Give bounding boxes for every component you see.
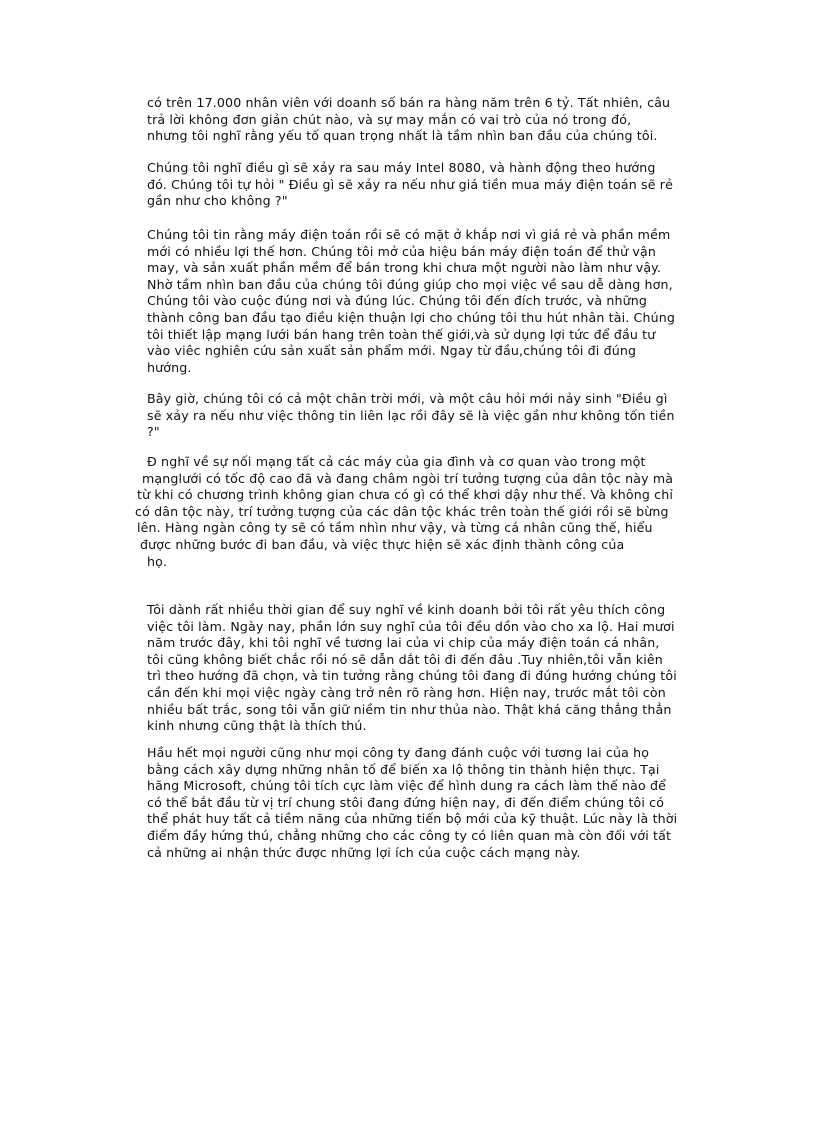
text-line: nhưng tôi nghĩ rằng yếu tố quan trọng nhất là tầm nhìn ban đầu của chúng tôi. [147,128,658,144]
paragraph-1 [147,95,670,145]
text-line: lên. Hàng ngàn công ty sẽ có tầm nhìn như vậy, và từng cá nhân cũng thế, hiểu [137,520,653,536]
text-line: nhiều bất trắc, song tôi vẫn giữ niềm tin như thủa nào. Thật khá căng thẳng thẳn [147,701,672,717]
text-line: cần đến khi mọi việc ngày càng trở nên rõ ràng hơn. Hiện nay, trước mắt tôi còn [147,684,666,700]
text-line: mới có nhiều lợi thế hơn. Chúng tôi mở của hiệu bán máy điện toán để thử vận [147,243,656,259]
text-line: Chúng tôi nghĩ điều gì sẽ xảy ra sau máy Intel 8080, và hành động theo hướng [147,160,656,175]
paragraph-2 [147,160,673,210]
text-line: Hầu hết mọi người cũng như mọi công ty đang đánh cuộc với tương lai của họ [147,745,650,760]
text-line: hãng Microsoft, chúng tôi tích cực làm việc để hình dung ra cách làm thế nào để [147,778,667,794]
text-line: hướng. [147,359,192,375]
text-line: thể phát huy tất cả tiềm năng của những tiến bộ mới của kỹ thuật. Lúc này là thời [147,811,678,827]
text-line: có dân tộc này, trí tưởng tượng của các dân tộc khác trên toàn thế giới rồi sẽ bừng [135,503,669,519]
text-line: từ khi có chương trình không gian chưa có gì có thể khơi dậy như thế. Và không chỉ [137,487,673,503]
text-line: Nhờ tầm nhìn ban đầu của chúng tôi đúng giúp cho mọi việc về sau dễ dàng hơn, [147,276,673,292]
text-line: vào viêc nghiên cứu sản xuất sản phẩm mới. Ngay từ đầu,chúng tôi đi đúng [147,343,637,359]
text-line: được những bước đi ban đầu, và việc thực hiện sẽ xác định thành công của [140,536,625,552]
text-line: thành công ban đầu tạo điều kiện thuận lợi cho chúng tôi thu hút nhân tài. Chúng [147,309,676,325]
text-line: đó. Chúng tôi tự hỏi " Điều gì sẽ xảy ra nếu như giá tiền mua máy điện toán sẽ rẻ [147,176,674,192]
text-line: tôi cũng không biết chắc rồi nó sẽ dẫn dắt tôi đi đến đâu .Tuy nhiên,tôi vẫn kiên [147,651,663,667]
text-line: mạnglưới có tốc độ cao đã và đang châm ngòi trí tưởng tượng của dân tộc này mà [142,470,674,486]
text-line: bằng cách xây dựng những nhân tố để biến xa lộ thông tin thành hiện thực. Tại [147,761,660,777]
text-line: gần như cho không ?" [147,193,288,209]
text-line: Tôi dành rất nhiều thời gian để suy nghĩ về kinh doanh bởi tôi rất yêu thích công [147,602,666,617]
text-line: cả những ai nhận thức được những lợi ích của cuộc cách mạng này. [147,844,581,860]
text-line: họ. [147,553,168,569]
text-line: Chúng tôi tin rằng máy điện toán rồi sẽ có mặt ở khắp nơi vì giá rẻ và phần mềm [147,227,671,242]
paragraph-7 [147,745,677,861]
paragraph-5 [135,454,674,570]
text-line: ?" [147,424,160,440]
text-line: sẽ xảy ra nếu như việc thông tin liên lạc rồi đây sẽ là việc gần như không tốn tiền [147,407,675,423]
text-line: việc tôi làm. Ngày nay, phần lớn suy nghĩ của tôi đều dồn vào cho xa lộ. Hai mươi [147,618,675,634]
text-line: có trên 17.000 nhân viên với doanh số bán ra hàng năm trên 6 tỷ. Tất nhiên, câu [147,95,671,110]
text-line: năm trước đây, khi tôi nghĩ về tương lai của vi chip của máy điện toán cá nhân, [147,635,660,651]
paragraph-3 [147,227,675,376]
text-line: tôi thiết lập mạng lưới bán hang trên toàn thế giới,và sử dụng lợi tức để đầu tư [147,326,656,342]
text-line: trả lời không đơn giản chút nào, và sự may mắn có vai trò của nó trong đó, [147,111,632,127]
text-line: Bây giờ, chúng tôi có cả một chân trời mới, và một câu hỏi mới nảy sinh "Điều gì [147,391,668,406]
paragraph-4 [147,391,675,441]
text-line: may, và sản xuất phần mềm để bán trong khi chưa một người nào làm như vậy. [147,260,662,276]
text-line: có thể bắt đầu từ vị trí chung stôi đang đứng hiện nay, đi đến điểm chúng tôi có [147,794,665,810]
text-line: trì theo hướng đã chọn, và tin tưởng rằng chúng tôi đang đi đúng hướng chúng tôi [147,668,677,684]
paragraph-6 [147,602,677,735]
text-line: Đ nghĩ về sự nối mạng tất cả các máy của gia đình và cơ quan vào trong một [147,454,646,469]
text-line: Chúng tôi vào cuộc đúng nơi và đúng lúc. Chúng tôi đến đích trước, và những [147,293,648,309]
text-line: kinh nhưng cũng thật là thích thú. [147,718,367,734]
text-line: điểm đầy hứng thú, chẳng những cho các công ty có liên quan mà còn đối với tất [147,827,672,843]
